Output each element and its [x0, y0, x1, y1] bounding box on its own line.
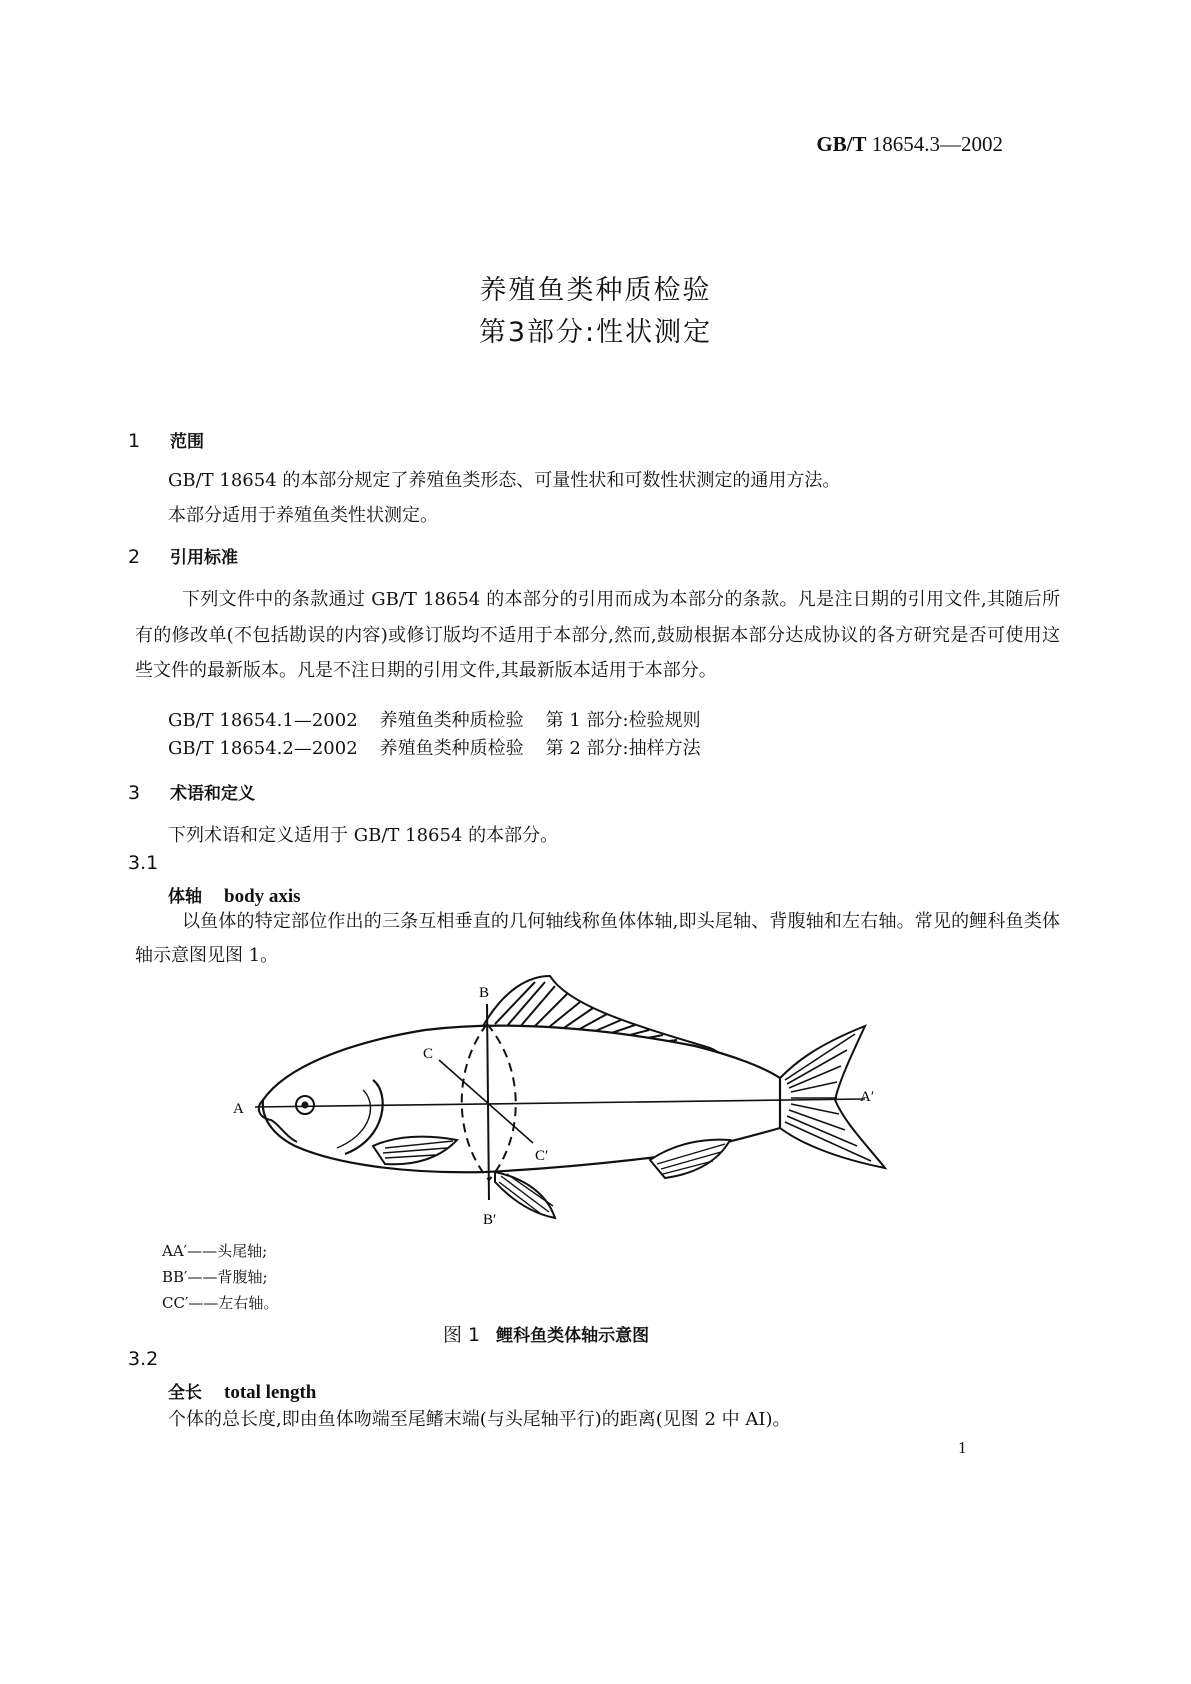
legend-text: 左右轴。 [218, 1294, 279, 1312]
section-title: 引用标准 [170, 548, 238, 568]
legend-dash: —— [187, 1242, 218, 1260]
label-b-prime: B′ [483, 1212, 497, 1228]
legend-key: BB′ [162, 1268, 188, 1286]
section-title: 术语和定义 [170, 784, 255, 804]
standard-prefix: GB/T [816, 132, 867, 156]
section-title: 范围 [170, 432, 204, 452]
legend-dash: —— [188, 1294, 219, 1312]
legend-key: AA′ [162, 1242, 188, 1260]
label-c-prime: C′ [535, 1148, 549, 1164]
reference-title: 养殖鱼类种质检验 [379, 710, 524, 731]
page-number: 1 [958, 1438, 967, 1457]
clause-number: 3.2 [128, 1348, 159, 1370]
standard-code [816, 132, 1003, 157]
figure-number: 图 1 [443, 1324, 481, 1346]
legend-key: CC′ [162, 1294, 189, 1312]
legend-item [162, 1266, 268, 1287]
terms-intro: 下列术语和定义适用于 GB/T 18654 的本部分。 [168, 825, 559, 846]
label-a-prime: A′ [860, 1089, 875, 1105]
reference-item [168, 731, 701, 766]
clause-number: 3.1 [128, 852, 159, 874]
standard-number: 18654.3—2002 [871, 132, 1003, 156]
label-b: B [479, 985, 490, 1001]
legend-item [162, 1292, 278, 1313]
term-zh: 全长 [168, 1383, 202, 1403]
term-heading [168, 1378, 316, 1404]
term-definition: 个体的总长度,即由鱼体吻端至尾鳍末端(与头尾轴平行)的距离(见图 2 中 AI)。 [168, 1409, 791, 1430]
section-heading-terms [128, 779, 255, 804]
term-zh: 体轴 [168, 887, 202, 907]
section-number: 2 [128, 546, 141, 568]
term-en: total length [224, 1382, 317, 1403]
reference-part: 第 2 部分:抽样方法 [545, 738, 701, 759]
reference-title: 养殖鱼类种质检验 [379, 738, 524, 759]
legend-dash: —— [187, 1268, 218, 1286]
label-a: A [233, 1101, 244, 1117]
reference-part: 第 1 部分:检验规则 [545, 710, 701, 731]
reference-code: GB/T 18654.2—2002 [168, 738, 358, 759]
reference-code: GB/T 18654.1—2002 [168, 710, 358, 731]
scope-paragraph-2: 本部分适用于养殖鱼类性状测定。 [168, 505, 438, 526]
term-en: body axis [224, 886, 301, 907]
scope-paragraph-1: GB/T 18654 的本部分规定了养殖鱼类形态、可量性状和可数性状测定的通用方法。 [168, 470, 841, 491]
legend-item [162, 1240, 267, 1261]
legend-text: 背腹轴; [217, 1268, 268, 1286]
section-number: 1 [128, 430, 141, 452]
section-heading-scope [128, 427, 204, 452]
document-title-line1: 养殖鱼类种质检验 [479, 275, 712, 306]
legend-text: 头尾轴; [217, 1242, 268, 1260]
figure-caption [443, 1320, 649, 1347]
term-definition: 以鱼体的特定部位作出的三条互相垂直的几何轴线称鱼体体轴,即头尾轴、背腹轴和左右轴。常见的鲤科鱼类体轴示意图见图 1。 [135, 911, 1060, 966]
references-intro: 下列文件中的条款通过 GB/T 18654 的本部分的引用而成为本部分的条款。凡是注日期的引用文件,其随后所有的修改单(不包括勘误的内容)或修订版均不适用于本部分,然而,鼓励根据本部分达成协议的各方研究是否可使用这些文件的最新版本。凡是不注日期的引用文件,其最新版本适用于本部分。 [135, 589, 1060, 681]
section-number: 3 [128, 782, 141, 804]
label-c: C [423, 1046, 434, 1062]
section-heading-references [128, 543, 238, 568]
figure-1-fish-diagram [225, 968, 905, 1238]
figure-title: 鲤科鱼类体轴示意图 [496, 1326, 650, 1346]
document-title-line2: 第3部分:性状测定 [478, 317, 713, 348]
